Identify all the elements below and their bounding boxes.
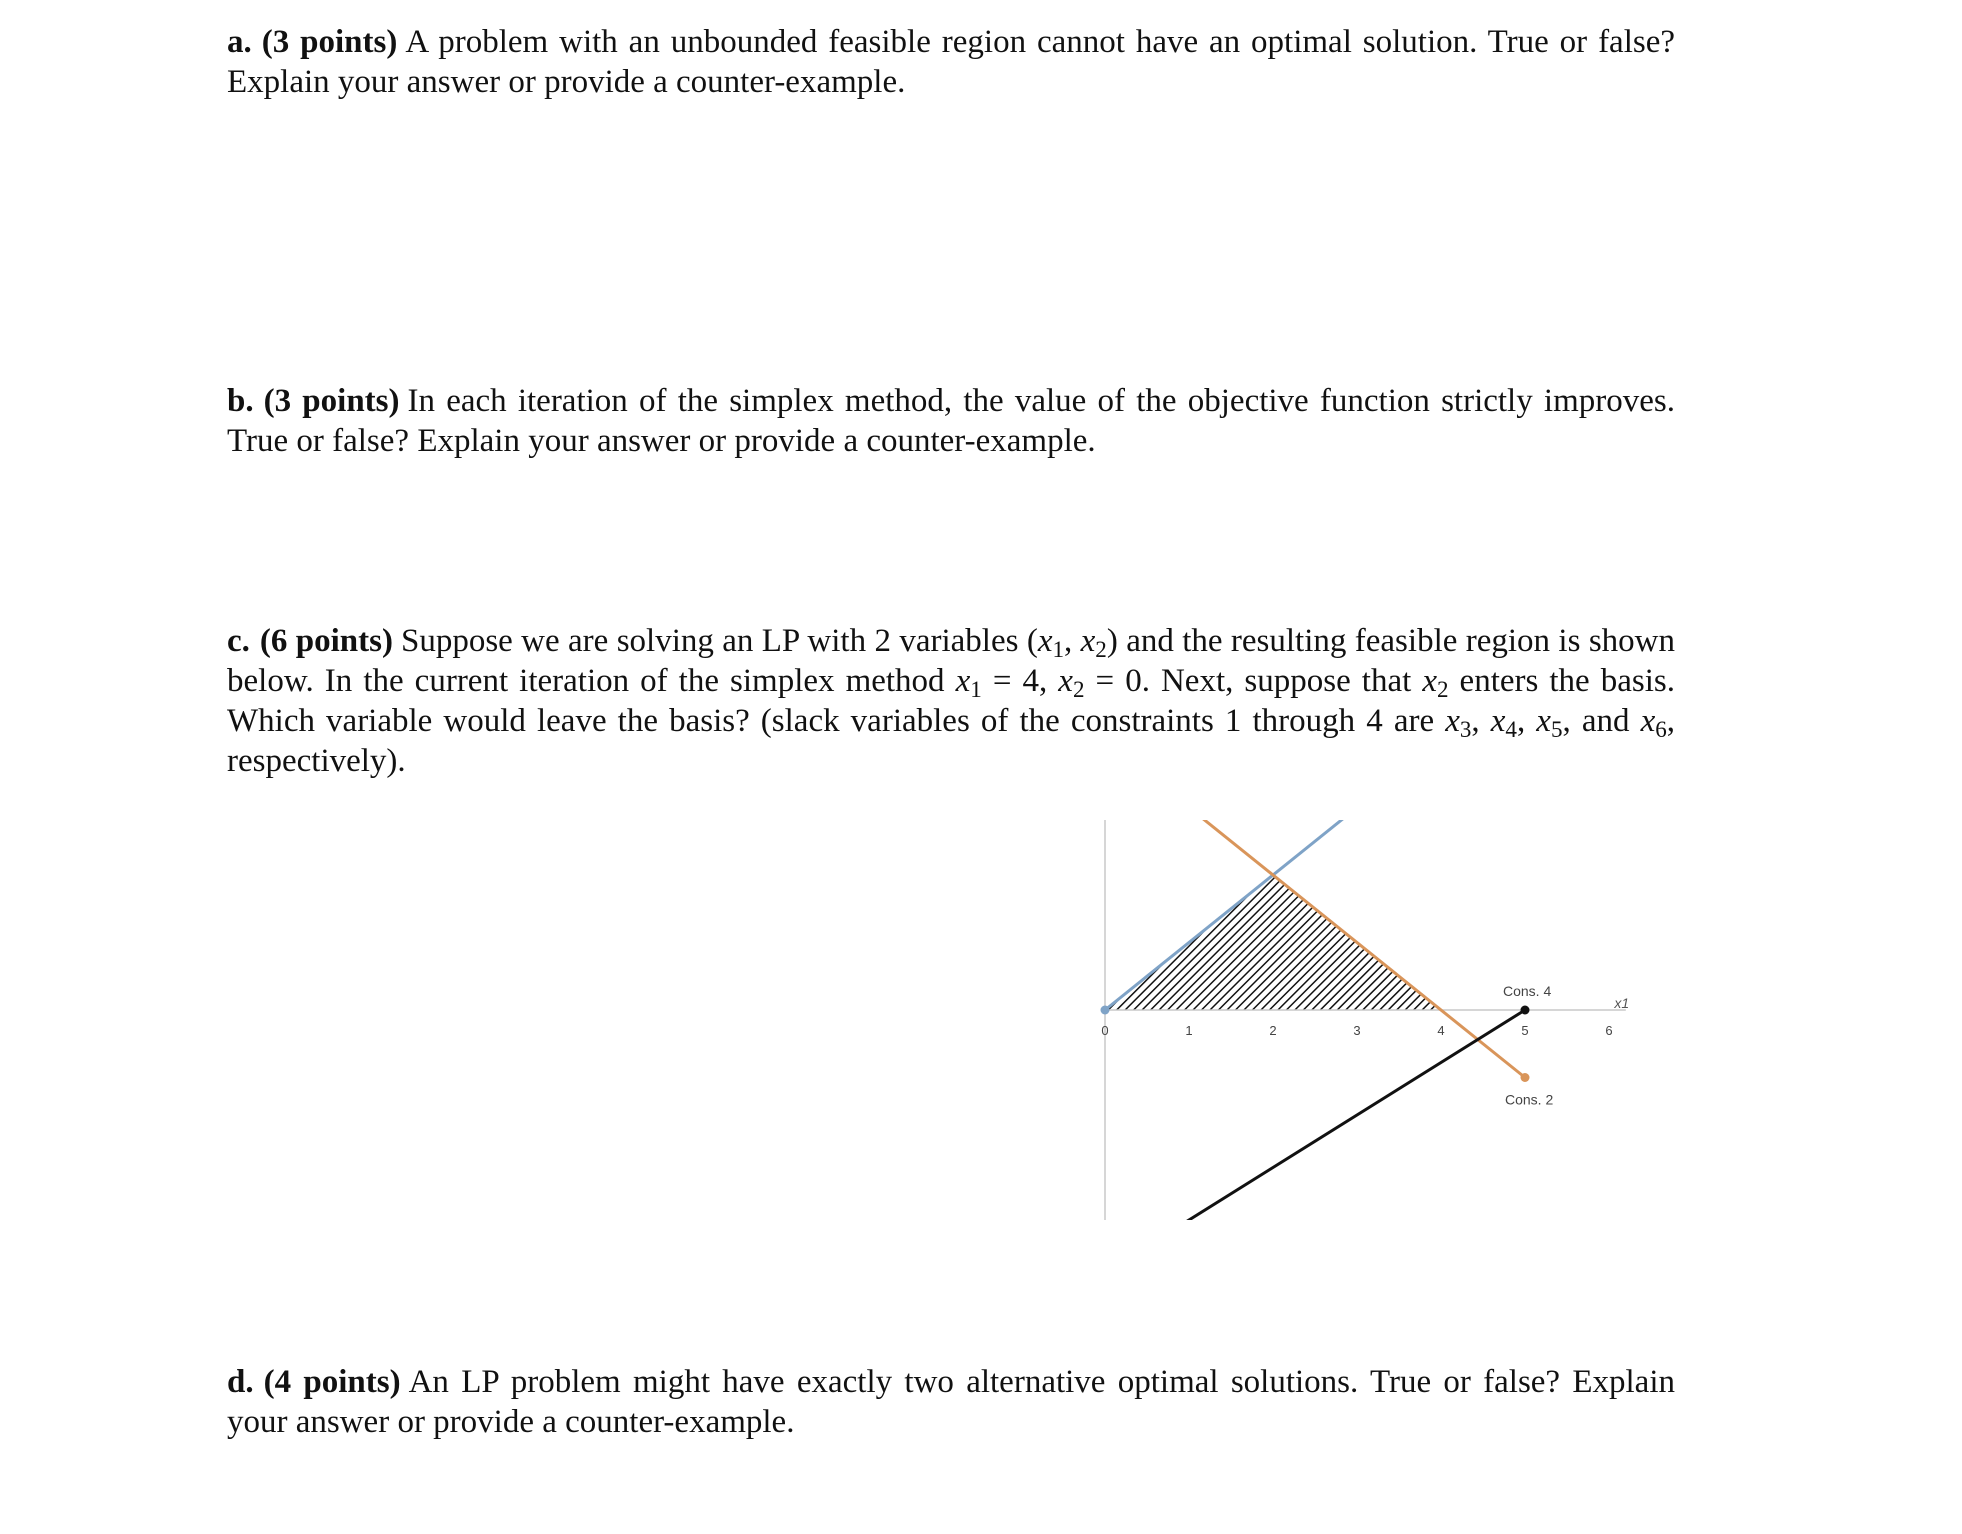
question-c-text-8: , (1516, 703, 1537, 739)
x-tick-label: 4 (1437, 1023, 1445, 1038)
question-a-text: A problem with an unbounded feasible region cannot have an optimal solution. True or false? Explain your answer or provide a counter-example. (227, 24, 1676, 100)
cons-4-end-point (1521, 1006, 1530, 1015)
question-d-text: An LP problem might have exactly two alternative optimal solutions. True or false? Explain your answer or provide a counter-example. (227, 1364, 1675, 1440)
math-x1-current: $x_1$ (955, 663, 982, 702)
cons-2-label: Cons. 2 (1505, 1091, 1554, 1108)
question-c-text-10: , respectively). (227, 703, 1676, 779)
question-a-points: (3 points) (261, 24, 398, 60)
question-b-text: In each iteration of the simplex method, the value of the objective function strictly improves. True or false? Explain your answer or provide a counter-example. (227, 383, 1675, 459)
cons-2-end-point (1521, 1073, 1530, 1082)
question-a-letter: a. (227, 24, 252, 60)
cons-4-label: Cons. 4 (1503, 983, 1552, 999)
x-tick-label: 6 (1605, 1023, 1613, 1038)
x-tick-label: 3 (1353, 1023, 1361, 1038)
question-c-text-9: , and (1562, 703, 1641, 739)
feasible-region (1105, 875, 1441, 1010)
question-c-points: (6 points) (259, 623, 393, 659)
question-d (227, 1362, 1675, 1442)
question-c-text-4: = 4, (981, 663, 1059, 699)
question-d-points: (4 points) (263, 1364, 401, 1400)
cons-4-line (1105, 1010, 1525, 1220)
question-c-text-7: , (1471, 703, 1491, 739)
math-x2: $x_2$ (1080, 623, 1107, 662)
question-a (227, 22, 1675, 102)
question-c-text-6: enters the basis. Which variable would leave the basis? (slack variables of the constraints 1 through 4 are (227, 663, 1675, 739)
question-b-letter: b. (227, 383, 254, 419)
question-c-text-3: ) and the resulting feasible region is shown below. In the current iteration of the simplex method (227, 623, 1675, 699)
question-c-text-5: = 0. Next, suppose that (1084, 663, 1423, 699)
math-x6: $x_6$ (1640, 703, 1667, 742)
question-b-points: (3 points) (263, 383, 400, 419)
question-b (227, 381, 1675, 461)
question-c (227, 621, 1675, 781)
x-tick-label: 2 (1269, 1023, 1277, 1038)
math-x4: $x_4$ (1490, 703, 1517, 742)
math-x1: $x_1$ (1037, 623, 1065, 662)
question-c-text-2: , (1064, 623, 1081, 659)
math-x3: $x_3$ (1445, 703, 1472, 742)
x-tick-label: 5 (1521, 1023, 1529, 1038)
cons-1-start-point (1101, 1006, 1110, 1015)
math-x2-current: $x_2$ (1058, 663, 1085, 702)
question-d-letter: d. (227, 1364, 254, 1400)
question-c-text-1: Suppose we are solving an LP with 2 variables ( (400, 623, 1038, 659)
question-c-letter: c. (227, 623, 250, 659)
feasible-region-chart (1085, 820, 1685, 1220)
x-tick-label: 1 (1185, 1023, 1193, 1038)
x-tick-label: 0 (1101, 1023, 1109, 1038)
x-axis-label: x1 (1614, 995, 1630, 1011)
math-x5: $x_5$ (1536, 703, 1563, 742)
math-x2-enters: $x_2$ (1422, 663, 1449, 702)
